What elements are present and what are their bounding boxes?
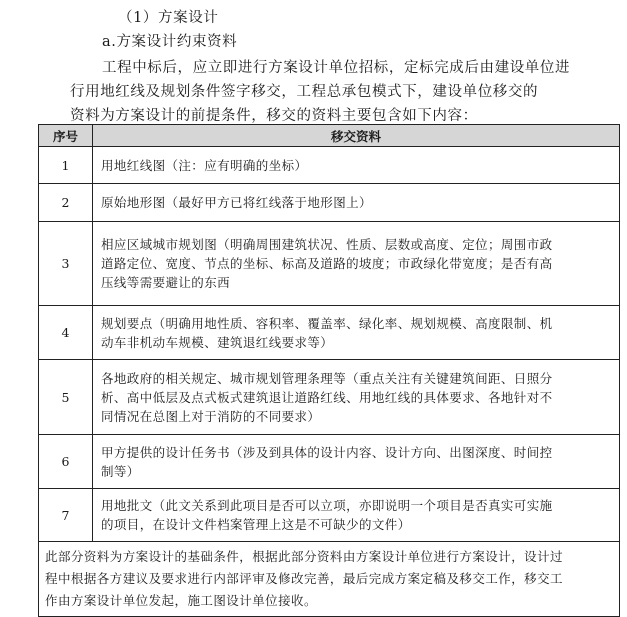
intro-line-1: 工程中标后，应立即进行方案设计单位招标，定标完成后由建设单位进: [102, 60, 571, 76]
row-number: 7: [39, 489, 93, 542]
row-content: [93, 489, 620, 542]
row-text-line: 各地政府的相关规定、城市规划管理条理等（重点关注有关键建筑间距、日照分: [101, 370, 553, 386]
section-heading: （1）方案设计: [118, 10, 219, 26]
header-materials: 移交资料: [93, 125, 620, 147]
row-text-line: 甲方提供的设计任务书（涉及到具体的设计内容、设计方向、出图深度、时间控: [101, 444, 553, 460]
row-number: 4: [39, 306, 93, 360]
row-number: 6: [39, 435, 93, 489]
row-content: [93, 306, 620, 360]
row-text-line: 压线等需要避让的东西: [101, 275, 231, 290]
row-text-line: 规划要点（明确用地性质、容积率、覆盖率、绿化率、规划规模、高度限制、机: [101, 315, 553, 331]
row-text-line: 用地红线图（注：应有明确的坐标）: [101, 157, 308, 173]
row-text-line: 道路定位、宽度、节点的坐标、标高及道路的坡度；市政绿化带宽度；是否有高: [101, 256, 553, 271]
row-content: [93, 147, 620, 184]
handover-table: [38, 124, 620, 617]
table-row: [39, 184, 620, 222]
row-number: 5: [39, 360, 93, 435]
row-number: 2: [39, 184, 93, 222]
row-text-line: 制等）: [101, 463, 140, 479]
table-footer-row: [39, 542, 620, 617]
table-row: [39, 147, 620, 184]
row-content: [93, 360, 620, 435]
row-text-line: 相应区域城市规划图（明确周围建筑状况、性质、层数或高度、定位；周围市政: [101, 237, 553, 252]
row-number: 1: [39, 147, 93, 184]
row-number: 3: [39, 222, 93, 306]
footer-text-line: 此部分资料为方案设计的基础条件，根据此部分资料由方案设计单位进行方案设计，设计过: [45, 549, 564, 564]
row-text-line: 的项目，在设计文件档案管理上这是不可缺少的文件）: [101, 517, 411, 532]
header-index: 序号: [39, 125, 93, 147]
row-text-line: 同情况在总图上对于消防的不同要求）: [101, 408, 321, 424]
row-content: [93, 184, 620, 222]
row-content: [93, 222, 620, 306]
footer-text-line: 程中根据各方建议及要求进行内部评审及修改完善，最后完成方案定稿及移交工作，移交工: [45, 571, 564, 586]
row-text-line: 用地批文（此文关系到此项目是否可以立项，亦即说明一个项目是否真实可实施: [101, 498, 553, 513]
table-row: [39, 360, 620, 435]
table-header-row: [39, 125, 620, 147]
intro-line-3: 资料为方案设计的前提条件，移交的资料主要包含如下内容：: [70, 108, 478, 124]
row-content: [93, 435, 620, 489]
table-row: [39, 489, 620, 542]
sub-heading: a.方案设计约束资料: [102, 34, 238, 50]
table-row: [39, 435, 620, 489]
footer-text-line: 作由方案设计单位发起，施工图设计单位接收。: [45, 593, 317, 608]
row-text-line: 析、高中低层及点式板式建筑退让道路红线、用地红线的具体要求、各地针对不: [101, 389, 553, 405]
row-text-line: 原始地形图（最好甲方已将红线落于地形图上）: [101, 195, 372, 210]
table-footer-note: [39, 542, 620, 617]
row-text-line: 动车非机动车规模、建筑退红线要求等）: [101, 334, 334, 350]
table-row: [39, 222, 620, 306]
intro-line-2: 行用地红线及规划条件签字移交，工程总承包模式下，建设单位移交的: [70, 84, 539, 100]
table-row: [39, 306, 620, 360]
